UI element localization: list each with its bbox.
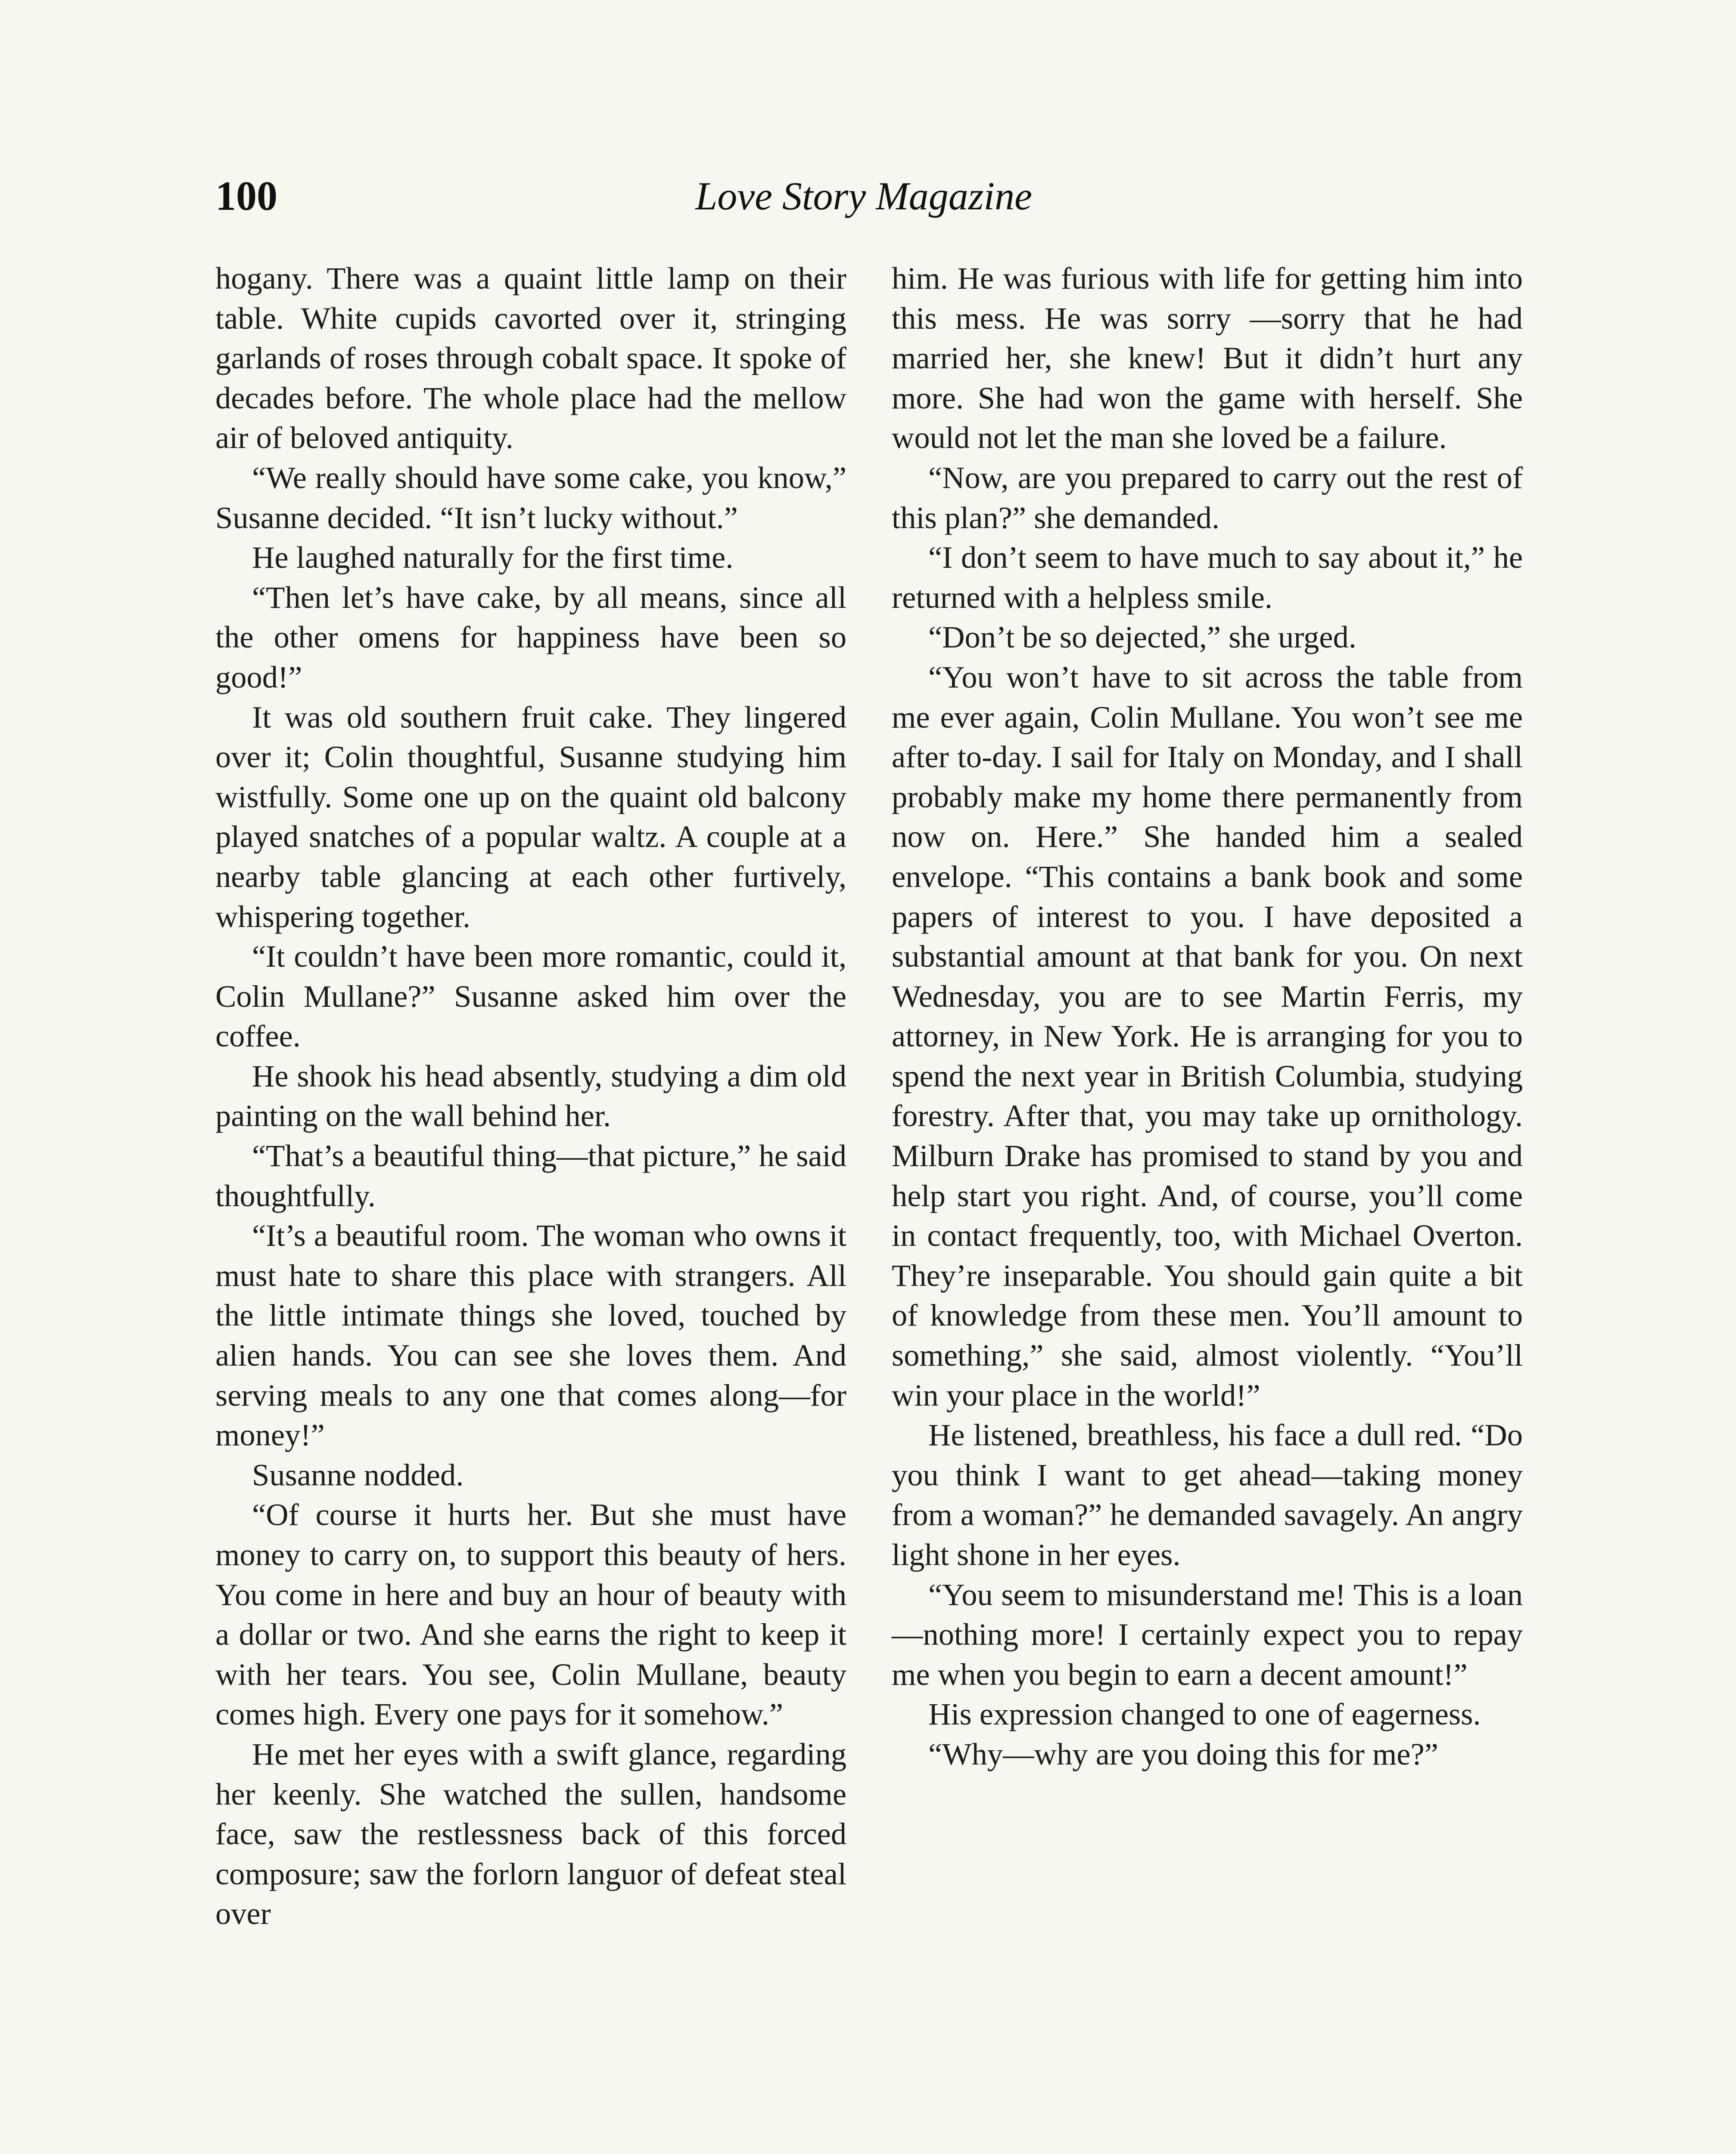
paragraph: He shook his head absently, studying a dim old painting on the wall behind her.	[215, 1058, 846, 1133]
paragraph: “Now, are you prepared to carry out the rest of this plan?” she demanded.	[892, 460, 1523, 535]
text-column-right	[892, 258, 1523, 1774]
paragraph: “You won’t have to sit across the table from me ever again, Colin Mullane. You won’t see me after to-day. I sail for Italy on Monday, and I shall probably make my home there permanently from now on. Here.” She handed him a sealed envelope. “This contains a bank book and some papers of interest to you. I have deposited a substantial amount at that bank for you. On next Wednesday, you are to see Martin Ferris, my attorney, in New York. He is arranging for you to spend the next year in British Columbia, studying forestry. After that, you may take up ornithology. Milburn Drake has promised to stand by you and help start you right. And, of course, you’ll come in contact frequently, too, with Michael Overton. They’re inseparable. You should gain quite a bit of knowledge from these men. You’ll amount to something,” she said, almost violently. “You’ll win your place in the world!”	[892, 659, 1523, 1413]
running-title: Love Story Magazine	[695, 174, 1032, 218]
paragraph: “It’s a beautiful room. The woman who owns it must hate to share this place with strangers. All the little intimate things she loved, touched by alien hands. You can see she loves them. And serving meals to any one that comes along—for money!”	[215, 1218, 846, 1453]
paragraph: “Don’t be so dejected,” she urged.	[928, 619, 1356, 655]
paragraph: “We really should have some cake, you know,” Susanne decided. “It isn’t lucky without.”	[215, 460, 846, 535]
paragraph: He listened, breathless, his face a dull red. “Do you think I want to get ahead—taking money from a woman?” he demanded savagely. An angry light shone in her eyes.	[892, 1417, 1523, 1572]
paragraph: It was old southern fruit cake. They lingered over it; Colin thoughtful, Susanne studying him wistfully. Some one up on the quaint old balcony played snatches of a popular waltz. A couple at a nearby table glancing at each other furtively, whispering together.	[215, 699, 846, 934]
paragraph: “Then let’s have cake, by all means, since all the other omens for happiness have been so good!”	[215, 579, 846, 694]
paragraph: “Why—why are you doing this for me?”	[928, 1736, 1438, 1771]
paragraph: “I don’t seem to have much to say about it,” he returned with a helpless smile.	[892, 540, 1523, 615]
paragraph: His expression changed to one of eagerness.	[928, 1696, 1481, 1732]
page-number: 100	[215, 173, 277, 219]
paragraph: him. He was furious with life for getting him into this mess. He was sorry —sorry that he had married her, she knew! But it didn’t hurt any more. She had won the game with herself. She would not let the man she loved be a failure.	[892, 261, 1523, 455]
paragraph: “Of course it hurts her. But she must have money to carry on, to support this beauty of hers. You come in here and buy an hour of beauty with a dollar or two. And she earns the right to keep it with her tears. You see, Colin Mullane, beauty comes high. Every one pays for it somehow.”	[215, 1497, 846, 1732]
paragraph: He met her eyes with a swift glance, regarding her keenly. She watched the sullen, handsome face, saw the restlessness back of this forced composure; saw the forlorn languor of defeat steal over	[215, 1736, 846, 1931]
paragraph: “It couldn’t have been more romantic, could it, Colin Mullane?” Susanne asked him over the coffee.	[215, 939, 846, 1054]
page-header	[215, 170, 1512, 239]
paragraph: “That’s a beautiful thing—that picture,” he said thoughtfully.	[215, 1138, 846, 1213]
paragraph: hogany. There was a quaint little lamp on their table. White cupids cavorted over it, stringing garlands of roses through cobalt space. It spoke of decades before. The whole place had the mellow air of beloved antiquity.	[215, 261, 846, 455]
paragraph: Susanne nodded.	[252, 1457, 464, 1492]
text-column-left	[215, 258, 846, 1934]
paragraph: He laughed naturally for the first time.	[252, 540, 734, 575]
paragraph: “You seem to misunderstand me! This is a loan—nothing more! I certainly expect you to repay me when you begin to earn a decent amount!”	[892, 1577, 1523, 1692]
